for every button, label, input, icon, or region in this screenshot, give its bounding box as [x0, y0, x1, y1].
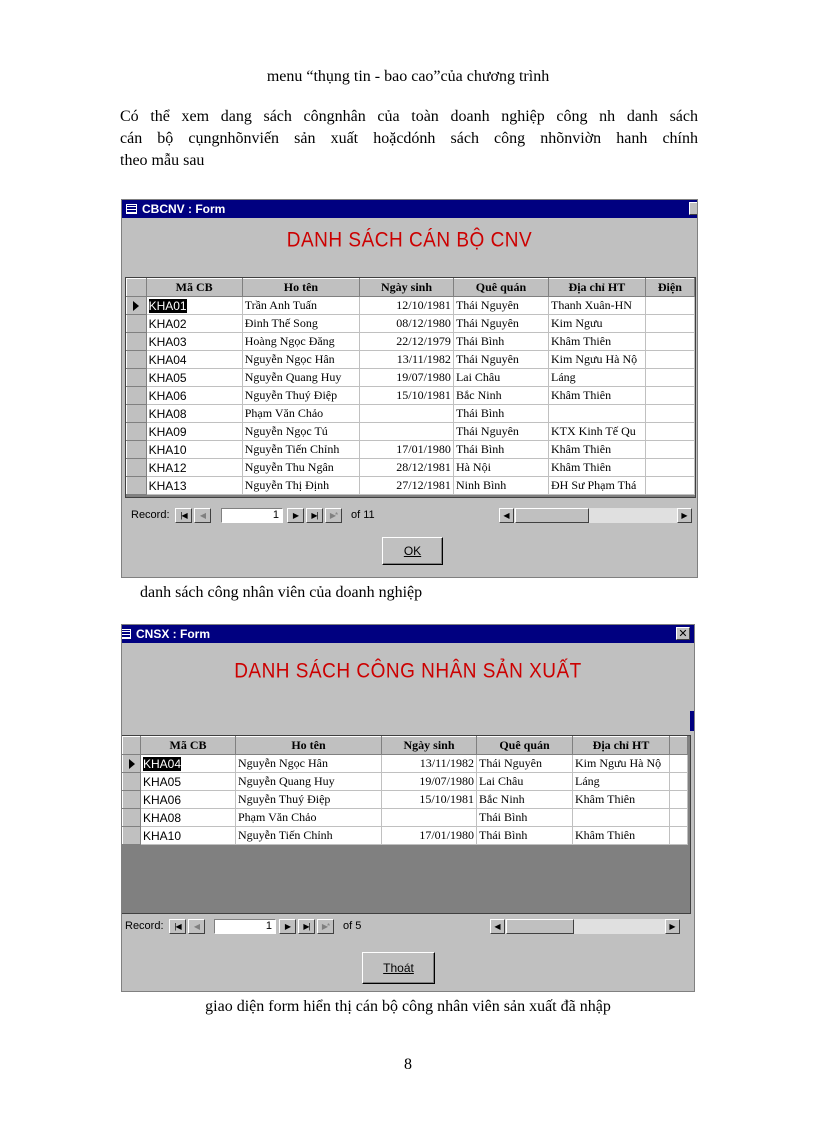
cell-value: Láng: [550, 370, 576, 384]
cell-value: Nguyễn Thị Định: [244, 478, 330, 492]
row-selector[interactable]: [127, 387, 147, 405]
table-cell[interactable]: [453, 387, 548, 405]
cell-value: KHA02: [148, 316, 187, 331]
record-count: of 11: [351, 509, 375, 521]
column-header[interactable]: Quê quán: [453, 279, 548, 297]
table-cell[interactable]: [382, 809, 477, 827]
cell-value: Phạm Văn Chảo: [244, 406, 324, 420]
record-label: Record:: [131, 509, 170, 521]
table-cell[interactable]: [382, 755, 477, 773]
table-row[interactable]: [123, 791, 688, 809]
row-selector-header: [123, 737, 141, 755]
column-header[interactable]: Mã CB: [146, 279, 242, 297]
table-cell[interactable]: [645, 333, 694, 351]
cell-value: KHA03: [148, 334, 187, 349]
table-cell[interactable]: [645, 459, 694, 477]
table-cell[interactable]: [477, 755, 573, 773]
cell-value: Hoàng Ngọc Đăng: [244, 334, 335, 348]
table-cell[interactable]: [573, 773, 670, 791]
column-header[interactable]: Ngày sinh: [360, 279, 454, 297]
table-cell[interactable]: [453, 369, 548, 387]
table-row[interactable]: [127, 315, 695, 333]
next-record-button[interactable]: ▶: [279, 919, 296, 934]
table-cell[interactable]: [141, 755, 236, 773]
cell-value: Thanh Xuân-HN: [550, 298, 632, 312]
cnsx-titlebar: [122, 625, 694, 643]
cell-value: 22/12/1979: [396, 334, 451, 348]
table-cell[interactable]: [453, 459, 548, 477]
row-selector[interactable]: [127, 369, 147, 387]
table-cell[interactable]: [236, 791, 382, 809]
table-cell-empty: [670, 827, 688, 845]
cnsx-table: [122, 736, 688, 845]
table-cell[interactable]: [236, 827, 382, 845]
cell-value: Khâm Thiên: [575, 828, 636, 842]
cell-value: KHA06: [143, 792, 182, 807]
table-cell[interactable]: [453, 297, 548, 315]
intro-line-1: Có thể xem dang sách côngnhân của toàn doanh nghiệp công nh danh sách: [120, 108, 698, 125]
column-header[interactable]: Quê quán: [477, 737, 573, 755]
table-cell[interactable]: [645, 441, 694, 459]
row-selector[interactable]: [127, 351, 147, 369]
cell-value: 17/01/1980: [419, 828, 474, 842]
table-cell[interactable]: [453, 441, 548, 459]
table-cell[interactable]: [645, 369, 694, 387]
table-cell[interactable]: [242, 333, 359, 351]
close-icon: ✕: [678, 627, 688, 640]
cbcnv-form-window: [121, 199, 698, 578]
table-cell[interactable]: [146, 477, 242, 495]
table-cell[interactable]: [141, 809, 236, 827]
horizontal-scrollbar[interactable]: [490, 919, 680, 934]
cell-value: Kim Ngưu: [550, 316, 603, 330]
table-cell[interactable]: [242, 441, 359, 459]
table-cell[interactable]: [453, 405, 548, 423]
first-record-button[interactable]: |◀: [175, 508, 192, 523]
table-cell[interactable]: [548, 405, 645, 423]
table-cell[interactable]: [645, 387, 694, 405]
cell-value: Thái Bình: [455, 334, 505, 348]
row-selector[interactable]: [127, 441, 147, 459]
record-number-input[interactable]: 1: [214, 919, 276, 934]
scroll-right-icon[interactable]: ▶: [677, 508, 692, 523]
intro-line-3: theo mẫu sau: [120, 152, 205, 169]
table-cell[interactable]: [645, 297, 694, 315]
table-row[interactable]: [123, 827, 688, 845]
table-cell-empty: [670, 755, 688, 773]
cell-value: Thái Nguyên: [455, 424, 519, 438]
table-cell[interactable]: [548, 441, 645, 459]
cell-value: Khâm Thiên: [575, 792, 636, 806]
caption-1: danh sách công nhân viên của doanh nghiệp: [140, 584, 423, 601]
table-cell[interactable]: [360, 315, 454, 333]
scroll-left-icon[interactable]: ◀: [499, 508, 514, 523]
cell-value: Khâm Thiên: [550, 460, 612, 474]
table-cell[interactable]: [645, 315, 694, 333]
table-cell[interactable]: [146, 387, 242, 405]
row-selector[interactable]: [127, 297, 147, 315]
previous-record-button[interactable]: ◀: [188, 919, 205, 934]
current-record-icon: [129, 759, 135, 769]
cell-value: Phạm Văn Chảo: [238, 810, 317, 824]
scroll-left-icon[interactable]: ◀: [490, 919, 505, 934]
table-cell[interactable]: [146, 315, 242, 333]
table-cell[interactable]: [360, 387, 454, 405]
table-row[interactable]: [127, 351, 695, 369]
table-cell[interactable]: [548, 387, 645, 405]
table-row[interactable]: [123, 809, 688, 827]
table-row[interactable]: [127, 297, 695, 315]
cell-value: Nguyễn Ngọc Tú: [244, 424, 328, 438]
row-selector[interactable]: [127, 477, 147, 495]
table-row[interactable]: [127, 423, 695, 441]
cell-value: KHA01: [148, 298, 187, 313]
cell-value: Khâm Thiên: [550, 442, 612, 456]
previous-record-button[interactable]: ◀: [194, 508, 211, 523]
horizontal-scrollbar[interactable]: [499, 508, 692, 523]
table-cell[interactable]: [360, 477, 454, 495]
cell-value: Đinh Thế Song: [244, 316, 318, 330]
table-cell[interactable]: [453, 315, 548, 333]
table-cell-empty: [670, 773, 688, 791]
cell-value: KHA10: [143, 828, 182, 843]
table-cell-empty: [670, 791, 688, 809]
table-cell[interactable]: [146, 333, 242, 351]
cell-value: KHA04: [143, 756, 182, 771]
table-cell[interactable]: [141, 773, 236, 791]
cell-value: ĐH Sư Phạm Thá: [550, 478, 637, 492]
table-cell[interactable]: [146, 441, 242, 459]
row-selector-header: [127, 279, 147, 297]
cell-value: KHA09: [148, 424, 187, 439]
cell-value: Bắc Ninh: [455, 388, 502, 402]
column-header-empty: [670, 737, 688, 755]
row-selector[interactable]: [123, 809, 141, 827]
table-cell[interactable]: [548, 333, 645, 351]
cell-value: 19/07/1980: [396, 370, 451, 384]
cell-value: Nguyễn Quang Huy: [238, 774, 335, 788]
exit-button-label: Thoát: [383, 961, 414, 975]
page-heading: menu “thụng tin - bao cao”của chương trình: [266, 68, 550, 85]
cbcnv-titlebar: [122, 200, 697, 218]
cbcnv-record-navigator: [125, 506, 694, 525]
table-cell[interactable]: [360, 441, 454, 459]
new-record-button[interactable]: ▶*: [317, 919, 334, 934]
table-row[interactable]: [127, 459, 695, 477]
table-cell[interactable]: [141, 791, 236, 809]
cell-value: Nguyễn Tiến Chỉnh: [238, 828, 333, 842]
table-cell[interactable]: [477, 791, 573, 809]
table-row[interactable]: [127, 477, 695, 495]
cell-value: 15/10/1981: [419, 792, 474, 806]
record-label: Record:: [125, 920, 164, 932]
row-selector[interactable]: [123, 827, 141, 845]
table-cell[interactable]: [242, 477, 359, 495]
table-cell[interactable]: [360, 297, 454, 315]
cell-value: KHA05: [143, 774, 182, 789]
row-selector[interactable]: [127, 405, 147, 423]
form-icon: [126, 204, 137, 214]
cell-value: Thái Bình: [455, 406, 505, 420]
scroll-thumb[interactable]: [515, 508, 589, 523]
column-header[interactable]: Địa chỉ HT: [548, 279, 645, 297]
table-cell[interactable]: [360, 333, 454, 351]
cell-value: Khâm Thiên: [550, 334, 612, 348]
cell-value: Thái Bình: [455, 442, 505, 456]
page-number: 8: [404, 1056, 412, 1073]
table-row[interactable]: [127, 387, 695, 405]
cell-value: Trần Anh Tuấn: [244, 298, 317, 312]
table-cell[interactable]: [645, 477, 694, 495]
table-cell[interactable]: [548, 369, 645, 387]
cell-value: 19/07/1980: [419, 774, 474, 788]
cbcnv-window-title: CBCNV : Form: [142, 202, 226, 216]
cell-value: Nguyễn Quang Huy: [244, 370, 342, 384]
intro-paragraph: [120, 106, 698, 172]
table-cell[interactable]: [360, 405, 454, 423]
window-edge: [690, 711, 694, 731]
cell-value: KHA06: [148, 388, 187, 403]
table-cell[interactable]: [645, 405, 694, 423]
record-number-input[interactable]: 1: [221, 508, 283, 523]
table-cell[interactable]: [242, 459, 359, 477]
table-cell[interactable]: [360, 369, 454, 387]
table-cell[interactable]: [573, 827, 670, 845]
new-record-button[interactable]: ▶*: [325, 508, 342, 523]
table-row[interactable]: [123, 773, 688, 791]
column-header[interactable]: Địa chỉ HT: [573, 737, 670, 755]
table-cell[interactable]: [477, 809, 573, 827]
cell-value: Bắc Ninh: [479, 792, 525, 806]
cell-value: 28/12/1981: [396, 460, 451, 474]
next-record-button[interactable]: ▶: [287, 508, 304, 523]
scroll-thumb[interactable]: [506, 919, 574, 934]
row-selector[interactable]: [127, 333, 147, 351]
table-cell[interactable]: [146, 405, 242, 423]
cell-value: Lai Châu: [455, 370, 501, 384]
cell-value: 17/01/1980: [396, 442, 451, 456]
table-row[interactable]: [127, 333, 695, 351]
table-row[interactable]: [123, 755, 688, 773]
cell-value: Nguyễn Ngọc Hân: [238, 756, 328, 770]
table-cell[interactable]: [242, 423, 359, 441]
table-cell[interactable]: [236, 755, 382, 773]
table-cell[interactable]: [146, 369, 242, 387]
last-record-button[interactable]: ▶|: [306, 508, 323, 523]
table-cell[interactable]: [146, 459, 242, 477]
row-selector[interactable]: [123, 791, 141, 809]
table-cell[interactable]: [548, 297, 645, 315]
cbcnv-table: [126, 278, 695, 495]
table-cell[interactable]: [360, 351, 454, 369]
table-cell[interactable]: [548, 351, 645, 369]
first-record-button[interactable]: |◀: [169, 919, 186, 934]
cell-value: KHA05: [148, 370, 187, 385]
cell-value: Thái Bình: [479, 828, 528, 842]
table-cell[interactable]: [146, 297, 242, 315]
cell-value: Thái Nguyên: [479, 756, 542, 770]
column-header[interactable]: Ngày sinh: [382, 737, 477, 755]
cell-value: Láng: [575, 774, 600, 788]
table-cell[interactable]: [236, 773, 382, 791]
close-button[interactable]: [689, 202, 698, 215]
row-selector[interactable]: [127, 423, 147, 441]
cell-value: Nguyễn Thuý Điệp: [238, 792, 331, 806]
table-cell[interactable]: [382, 773, 477, 791]
row-selector[interactable]: [127, 459, 147, 477]
intro-line-2: cán bộ cụngnhõnviến sản xuất hoặcdónh sách công nhõnviờn hanh chính: [120, 130, 698, 147]
current-record-icon: [133, 301, 139, 311]
row-selector[interactable]: [123, 755, 141, 773]
cell-value: Ninh Bình: [455, 478, 507, 492]
cell-value: Nguyễn Thu Ngân: [244, 460, 334, 474]
row-selector[interactable]: [127, 315, 147, 333]
table-cell[interactable]: [453, 477, 548, 495]
table-cell[interactable]: [242, 369, 359, 387]
table-cell[interactable]: [242, 297, 359, 315]
table-cell[interactable]: [548, 315, 645, 333]
table-cell[interactable]: [146, 423, 242, 441]
table-cell[interactable]: [573, 791, 670, 809]
cnsx-record-navigator: [122, 917, 690, 936]
cell-value: 08/12/1980: [396, 316, 451, 330]
cbcnv-datasheet[interactable]: [125, 277, 696, 498]
caption-2: giao diện form hiển thị cán bộ công nhân viên sản xuất đã nhập: [205, 998, 611, 1015]
row-selector[interactable]: [123, 773, 141, 791]
cell-value: KHA08: [143, 810, 182, 825]
table-cell[interactable]: [242, 405, 359, 423]
cnsx-window-title: CNSX : Form: [136, 627, 211, 641]
scroll-right-icon[interactable]: ▶: [665, 919, 680, 934]
cnsx-form-title: DANH SÁCH CÔNG NHÂN SẢN XUẤT: [234, 659, 582, 683]
cell-value: KTX Kinh Tế Qu: [550, 424, 636, 438]
table-cell[interactable]: [573, 755, 670, 773]
last-record-button[interactable]: ▶|: [298, 919, 315, 934]
cell-value: KHA08: [148, 406, 187, 421]
record-count: of 5: [343, 920, 362, 932]
column-header[interactable]: Mã CB: [141, 737, 236, 755]
table-cell[interactable]: [360, 423, 454, 441]
cell-value: 15/10/1981: [396, 388, 451, 402]
cell-value: Nguyễn Ngọc Hân: [244, 352, 335, 366]
form-icon: [121, 629, 131, 639]
table-cell[interactable]: [453, 351, 548, 369]
table-cell[interactable]: [360, 459, 454, 477]
ok-button[interactable]: [382, 537, 443, 565]
cell-value: KHA10: [148, 442, 187, 457]
cell-value: KHA13: [148, 478, 187, 493]
table-cell[interactable]: [382, 827, 477, 845]
cell-value: Hà Nội: [455, 460, 491, 474]
ok-button-label: OK: [403, 544, 422, 558]
column-header[interactable]: Điện: [645, 279, 694, 297]
table-cell[interactable]: [242, 351, 359, 369]
table-cell[interactable]: [382, 791, 477, 809]
cell-value: KHA04: [148, 352, 187, 367]
table-cell[interactable]: [146, 351, 242, 369]
cell-value: 13/11/1982: [419, 756, 474, 770]
cell-value: Kim Ngưu Hà Nộ: [575, 756, 662, 770]
cbcnv-form-title: DANH SÁCH CÁN BỘ CNV: [286, 228, 533, 252]
cell-value: Thái Nguyên: [455, 298, 519, 312]
cell-value: Nguyễn Tiến Chỉnh: [244, 442, 340, 456]
cell-value: 27/12/1981: [396, 478, 451, 492]
cell-value: Lai Châu: [479, 774, 524, 788]
table-row[interactable]: [127, 369, 695, 387]
table-row[interactable]: [127, 405, 695, 423]
table-cell[interactable]: [573, 809, 670, 827]
column-header[interactable]: Ho tên: [242, 279, 359, 297]
table-cell[interactable]: [477, 773, 573, 791]
table-cell[interactable]: [453, 423, 548, 441]
cnsx-datasheet[interactable]: [121, 735, 691, 914]
cell-value: Thái Nguyên: [455, 316, 519, 330]
cell-value: Kim Ngưu Hà Nộ: [550, 352, 638, 366]
cell-value: Thái Bình: [479, 810, 528, 824]
table-cell[interactable]: [645, 351, 694, 369]
table-cell[interactable]: [453, 333, 548, 351]
cell-value: KHA12: [148, 460, 187, 475]
cell-value: Thái Nguyên: [455, 352, 519, 366]
table-cell[interactable]: [477, 827, 573, 845]
cnsx-form-window: [121, 624, 695, 992]
table-row[interactable]: [127, 441, 695, 459]
cell-value: 13/11/1982: [396, 352, 451, 366]
table-cell[interactable]: [141, 827, 236, 845]
table-cell[interactable]: [236, 809, 382, 827]
table-cell[interactable]: [548, 423, 645, 441]
exit-button[interactable]: [362, 952, 435, 984]
table-cell[interactable]: [242, 315, 359, 333]
table-cell[interactable]: [548, 477, 645, 495]
close-button[interactable]: [676, 627, 690, 640]
table-cell[interactable]: [645, 423, 694, 441]
table-cell[interactable]: [548, 459, 645, 477]
table-cell-empty: [670, 809, 688, 827]
cell-value: Nguyễn Thuý Điệp: [244, 388, 338, 402]
column-header[interactable]: Ho tên: [236, 737, 382, 755]
cell-value: 12/10/1981: [396, 298, 451, 312]
cell-value: Khâm Thiên: [550, 388, 612, 402]
table-cell[interactable]: [242, 387, 359, 405]
